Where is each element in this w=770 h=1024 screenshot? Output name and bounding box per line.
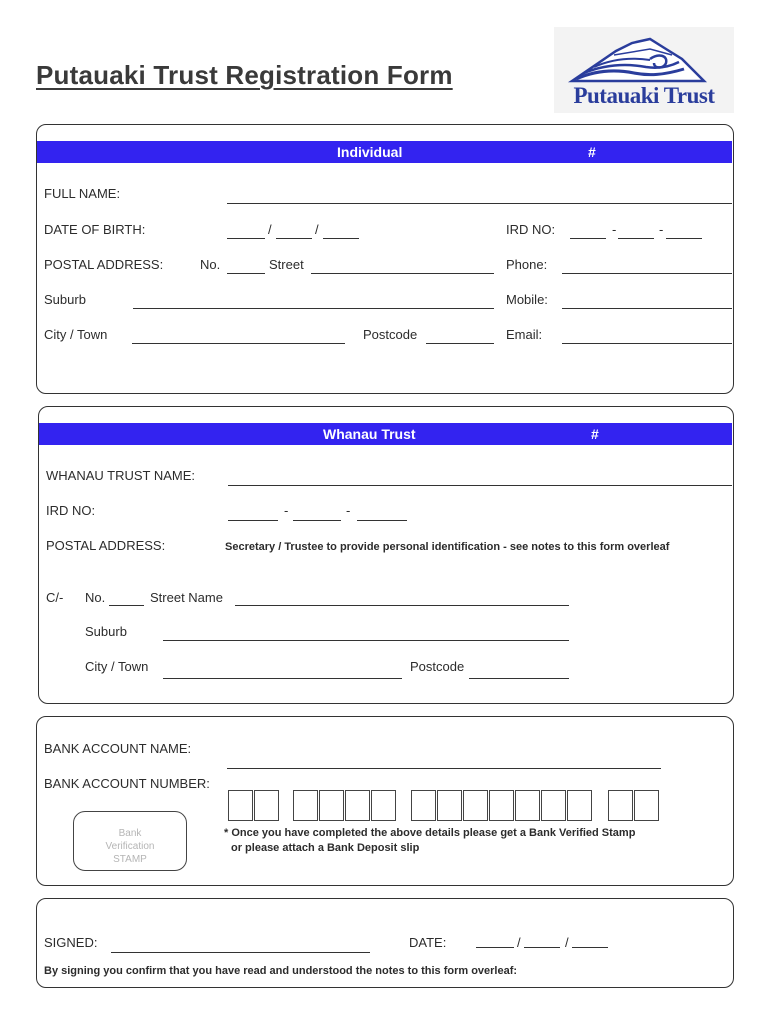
account-digit-box[interactable]: [608, 790, 633, 821]
account-digit-box[interactable]: [345, 790, 370, 821]
city-label: City / Town: [44, 327, 108, 342]
sign-date-month-field[interactable]: [524, 947, 560, 948]
sign-date-year-field[interactable]: [572, 947, 608, 948]
stamp-label-line: Bank: [118, 828, 142, 839]
bank-account-name-field[interactable]: [227, 768, 661, 769]
whanau-ird-part1[interactable]: [228, 520, 278, 521]
mobile-field[interactable]: [562, 308, 732, 309]
whanau-postcode-field[interactable]: [469, 678, 569, 679]
account-digit-box[interactable]: [463, 790, 488, 821]
individual-hash: #: [588, 144, 596, 160]
whanau-city-field[interactable]: [163, 678, 402, 679]
street-label: Street: [269, 257, 304, 272]
bank-account-name-label: BANK ACCOUNT NAME:: [44, 741, 192, 756]
postcode-field[interactable]: [426, 343, 494, 344]
street-field[interactable]: [311, 273, 494, 274]
account-digit-box[interactable]: [567, 790, 592, 821]
whanau-no-field[interactable]: [109, 605, 144, 606]
dob-separator: /: [315, 222, 319, 237]
mobile-label: Mobile:: [506, 292, 548, 307]
individual-ird-part2[interactable]: [618, 238, 654, 239]
street-no-label: No.: [200, 257, 221, 272]
whanau-ird-part3[interactable]: [357, 520, 407, 521]
full-name-field[interactable]: [227, 203, 732, 204]
whanau-suburb-field[interactable]: [163, 640, 569, 641]
individual-heading: Individual: [337, 144, 403, 160]
ird-dash: -: [284, 503, 289, 518]
mountain-wave-icon: [554, 29, 734, 89]
ird-dash: -: [612, 222, 617, 237]
signed-label: SIGNED:: [44, 935, 98, 950]
street-no-field[interactable]: [227, 273, 265, 274]
date-separator: /: [517, 935, 521, 950]
dob-day-field[interactable]: [227, 238, 265, 239]
account-digit-box[interactable]: [228, 790, 253, 821]
whanau-header-bar: [39, 423, 732, 445]
whanau-ird-label: IRD NO:: [46, 503, 96, 518]
postal-address-label: POSTAL ADDRESS:: [44, 257, 164, 272]
dob-month-field[interactable]: [276, 238, 312, 239]
sign-date-day-field[interactable]: [476, 947, 514, 948]
ird-dash: -: [659, 222, 664, 237]
dob-separator: /: [268, 222, 272, 237]
street-name-field[interactable]: [235, 605, 569, 606]
bank-account-number-label: BANK ACCOUNT NUMBER:: [44, 776, 210, 791]
date-label: DATE:: [409, 935, 447, 950]
whanau-id-note: Secretary / Trustee to provide personal identification - see notes to this form overleaf: [225, 541, 670, 553]
whanau-no-label: No.: [85, 590, 106, 605]
account-digit-box[interactable]: [254, 790, 279, 821]
ird-dash: -: [346, 503, 351, 518]
whanau-postal-label: POSTAL ADDRESS:: [46, 538, 166, 553]
account-digit-box[interactable]: [293, 790, 318, 821]
full-name-label: FULL NAME:: [44, 186, 121, 201]
account-digit-box[interactable]: [319, 790, 344, 821]
logo-text: Putauaki Trust: [573, 83, 715, 108]
whanau-hash: #: [591, 426, 599, 442]
account-digit-box[interactable]: [437, 790, 462, 821]
whanau-city-label: City / Town: [85, 659, 149, 674]
account-digit-box[interactable]: [541, 790, 566, 821]
individual-ird-part3[interactable]: [666, 238, 702, 239]
account-digit-box[interactable]: [634, 790, 659, 821]
confirm-statement: By signing you confirm that you have read and understood the notes to this form overleaf:: [44, 965, 518, 977]
account-digit-box[interactable]: [371, 790, 396, 821]
care-of-label: C/-: [46, 590, 64, 605]
bank-stamp-note: * Once you have completed the above details please get a Bank Verified Stamp: [224, 827, 636, 839]
date-separator: /: [565, 935, 569, 950]
account-digit-box[interactable]: [489, 790, 514, 821]
bank-verification-stamp-area: [73, 811, 187, 871]
dob-label: DATE OF BIRTH:: [44, 222, 146, 237]
email-label: Email:: [506, 327, 543, 342]
whanau-ird-part2[interactable]: [293, 520, 341, 521]
phone-field[interactable]: [562, 273, 732, 274]
stamp-label-line: STAMP: [113, 854, 147, 865]
whanau-name-field[interactable]: [228, 485, 732, 486]
whanau-heading: Whanau Trust: [323, 426, 416, 442]
individual-ird-part1[interactable]: [570, 238, 606, 239]
whanau-postcode-label: Postcode: [410, 659, 465, 674]
phone-label: Phone:: [506, 257, 548, 272]
form-title: Putauaki Trust Registration Form: [36, 60, 453, 90]
whanau-suburb-label: Suburb: [85, 624, 127, 639]
email-field[interactable]: [562, 343, 732, 344]
account-digit-box[interactable]: [411, 790, 436, 821]
individual-header-bar: [37, 141, 732, 163]
street-name-label: Street Name: [150, 590, 223, 605]
dob-year-field[interactable]: [323, 238, 359, 239]
bank-deposit-note: or please attach a Bank Deposit slip: [231, 842, 420, 854]
postcode-label: Postcode: [363, 327, 418, 342]
stamp-label-line: Verification: [105, 841, 155, 852]
suburb-field[interactable]: [133, 308, 494, 309]
account-digit-box[interactable]: [515, 790, 540, 821]
city-field[interactable]: [132, 343, 345, 344]
signature-field[interactable]: [111, 952, 370, 953]
individual-ird-label: IRD NO:: [506, 222, 556, 237]
whanau-name-label: WHANAU TRUST NAME:: [46, 468, 196, 483]
suburb-label: Suburb: [44, 292, 86, 307]
putauaki-logo: [554, 27, 734, 113]
